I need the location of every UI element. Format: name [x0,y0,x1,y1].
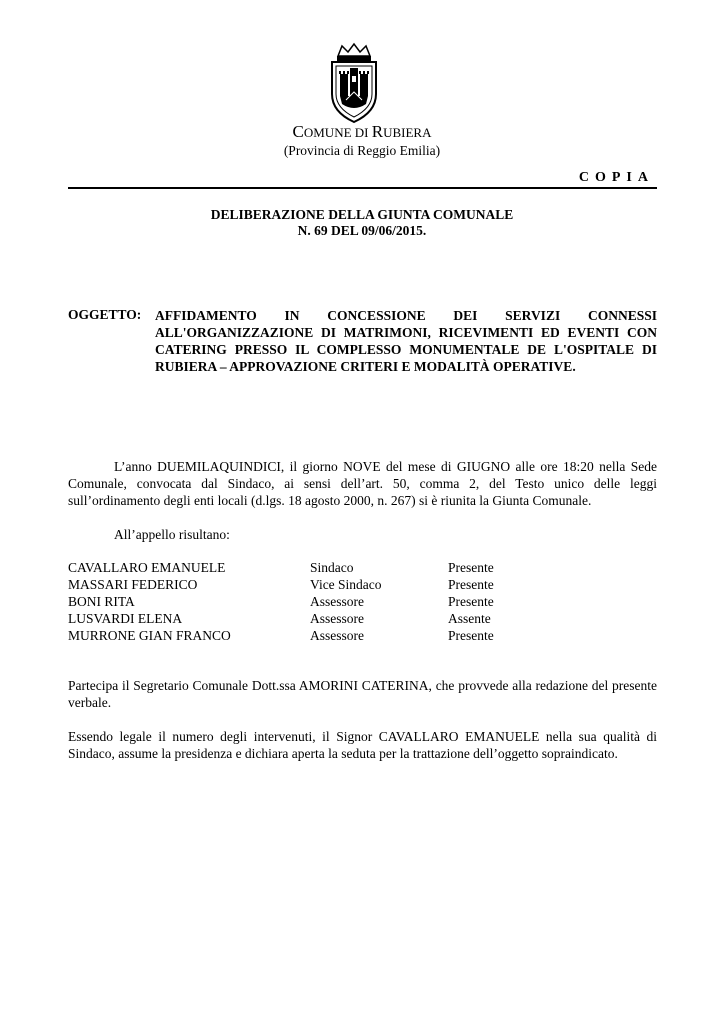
member-role: Assessore [310,594,364,609]
province-line: (Provincia di Reggio Emilia) [283,143,441,158]
deliberation-title: DELIBERAZIONE DELLA GIUNTA COMUNALE [210,207,514,222]
attendance-row [68,559,588,576]
municipality-name-end: UBIERA [383,125,432,140]
municipality-name-part: OMUNE DI [303,125,372,140]
attendance-row [68,627,588,644]
member-name: CAVALLARO EMANUELE [68,560,226,575]
municipality-initial-c: C [292,122,304,141]
member-role: Assessore [310,611,364,626]
chair-paragraph: Essendo legale il numero degli intervenuti, il Signor CAVALLARO EMANUELE nella sua qualità di Sindaco, assume la presidenza e dichiara aperta la seduta per la trattazione dell’oggetto sopraindicato. [68,729,657,761]
member-role: Assessore [310,628,364,643]
intro-paragraph: L’anno DUEMILAQUINDICI, il giorno NOVE del mese di GIUGNO alle ore 18:20 nella Sede Comunale, convocata dal Sindaco, ai sensi dell’art. 50, comma 2, del Testo unico delle leggi sull’ordinamento degli enti locali (d.lgs. 18 agosto 2000, n. 267) si è riunita la Giunta Comunale. [68,459,657,508]
attendance-row [68,593,588,610]
deliberation-heading [0,207,724,239]
subject-text: AFFIDAMENTO IN CONCESSIONE DEI SERVIZI CONNESSI ALL'ORGANIZZAZIONE DI MATRIMONI, RICEVIMENTI ED EVENTI CON CATERING PRESSO IL COMPLESSO MONUMENTALE DE L'OSPITALE DI RUBIERA – APPROVAZIONE CRITERI E MODALITÀ OPERATIVE. [155,308,657,374]
attendance-row [68,610,588,627]
municipal-crest-icon [326,42,382,124]
attendance-row [68,576,588,593]
member-role: Vice Sindaco [310,577,382,592]
subject-label: OGGETTO: [68,307,142,322]
copy-stamp: COPIA [578,170,654,185]
member-name: MASSARI FEDERICO [68,577,198,592]
attendance-list [68,559,588,644]
member-status: Presente [448,594,494,609]
member-name: LUSVARDI ELENA [68,611,183,626]
deliberation-number: N. 69 DEL 09/06/2015. [297,223,427,238]
member-name: MURRONE GIAN FRANCO [68,628,231,643]
member-status: Presente [448,577,494,592]
secretary-paragraph: Partecipa il Segretario Comunale Dott.ssa AMORINI CATERINA, che provvede alla redazione del presente verbale. [68,678,657,710]
member-name: BONI RITA [68,594,135,609]
member-status: Assente [448,611,491,626]
member-status: Presente [448,560,494,575]
member-status: Presente [448,628,494,643]
roll-call-heading: All’appello risultano: [114,527,230,542]
header-divider [68,187,657,189]
municipality-initial-r: R [371,122,384,141]
municipality-name [0,122,724,143]
member-role: Sindaco [310,560,354,575]
